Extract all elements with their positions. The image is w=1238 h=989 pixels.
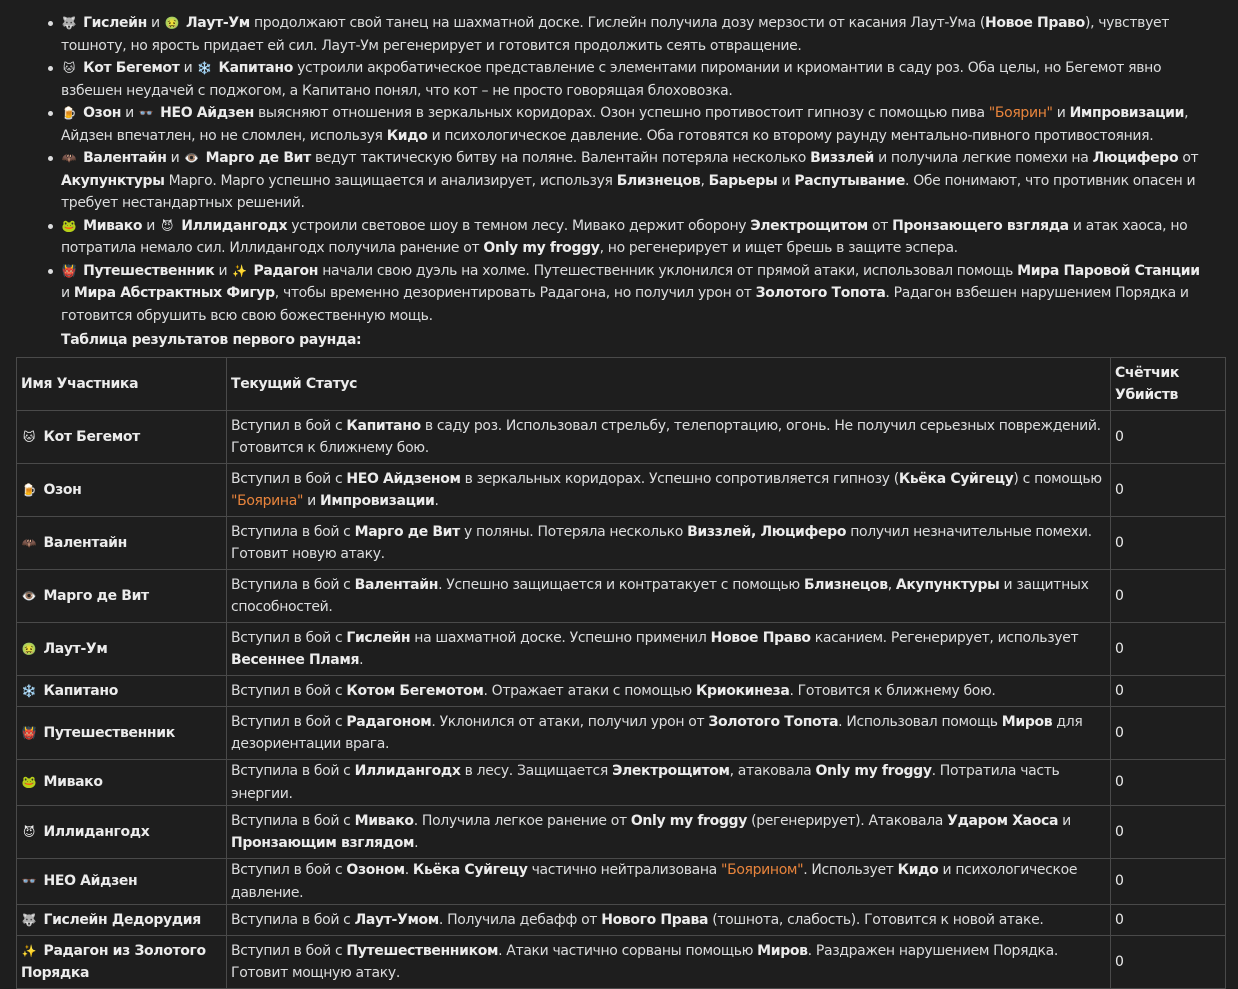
- text-fragment: . Получила легкое ранение от: [413, 812, 631, 829]
- bold-text: Радагон: [253, 262, 319, 279]
- bold-text: Нового Права: [601, 911, 709, 928]
- bold-text: Капитано: [346, 417, 421, 434]
- bold-text: Ударом Хаоса: [947, 812, 1059, 829]
- event-item: [61, 215, 1211, 260]
- kill-count-cell: 0: [1111, 859, 1226, 905]
- text-fragment: касанием. Регенерирует, использует: [810, 629, 1079, 646]
- glasses-icon: 👓: [21, 874, 37, 889]
- text-fragment: .: [404, 862, 413, 878]
- cat-icon: 🐱: [22, 429, 36, 444]
- status-cell: [227, 570, 1111, 623]
- table-row: [17, 905, 1226, 936]
- text-fragment: получил незначительные помехи. Готовит новую атаку.: [231, 523, 1092, 562]
- highlight-text: "Боярина": [231, 493, 304, 509]
- glasses-icon: 👓: [138, 106, 154, 120]
- participant-name-cell: [17, 936, 227, 989]
- text-fragment: в зеркальных коридорах. Успешно сопротивляется гипнозу (: [460, 470, 899, 487]
- status-cell: [227, 859, 1111, 905]
- table-caption: Таблица результатов первого раунда:: [61, 332, 362, 348]
- text-fragment: Вступил в бой с: [231, 942, 347, 959]
- text-fragment: .: [414, 835, 419, 851]
- text-fragment: (тошнота, слабость). Готовится к новой атаке.: [708, 911, 1044, 928]
- status-cell: [227, 411, 1111, 464]
- text-fragment: . Атаки частично сорваны помощью: [498, 942, 758, 959]
- status-cell: [227, 464, 1111, 517]
- cat-icon: 🐱: [62, 61, 76, 75]
- text-fragment: , чтобы временно дезориентировать Радагона, но получил урон от: [274, 285, 756, 301]
- table-row: [17, 760, 1226, 806]
- bold-text: Золотого Топота: [708, 713, 839, 730]
- text-fragment: и: [303, 493, 320, 509]
- bold-text: Новое Право: [710, 629, 811, 646]
- text-fragment: Вступил в бой с: [231, 470, 347, 487]
- text-fragment: ведут тактическую битву на поляне. Валентайн потеряла несколько: [310, 150, 811, 166]
- status-cell: [227, 905, 1111, 936]
- bold-text: Мира Абстрактных Фигур: [73, 285, 275, 301]
- status-cell: [227, 517, 1111, 570]
- header-status: Текущий Статус: [227, 358, 1111, 411]
- text-fragment: и психологическое давление. Оба готовятся ко второму раунду ментально-пивного противостояния.: [427, 127, 1154, 144]
- text-fragment: . Отражает атаки с помощью: [483, 682, 696, 699]
- text-fragment: . Обе понимают, что противник опасен и требует нестандартных решений.: [61, 172, 1196, 211]
- participant-name-cell: [17, 676, 227, 707]
- snowflake-icon: ❄️: [197, 61, 212, 75]
- status-cell: [227, 623, 1111, 676]
- participant-name-cell: [17, 905, 227, 936]
- text-fragment: и: [1052, 105, 1070, 121]
- bold-text: Пронзающего взгляда: [892, 217, 1069, 234]
- bold-text: Весеннее Пламя: [231, 652, 360, 668]
- table-row: [17, 806, 1226, 859]
- nauseated-face-icon: 🤢: [164, 16, 180, 30]
- bold-text: Виззлей, Люциферо: [687, 523, 847, 540]
- participant-name: Капитано: [43, 682, 118, 699]
- participant-name-cell: [17, 464, 227, 517]
- bold-text: НЕО Айдзен: [160, 105, 254, 121]
- text-fragment: (регенерирует). Атаковала: [747, 812, 948, 829]
- bold-text: НЕО Айдзеном: [346, 470, 461, 487]
- sparkles-icon: ✨: [21, 943, 37, 958]
- text-fragment: продолжают свой танец на шахматной доске. Гислейн получила дозу мерзости от касания Лаут-Ума (: [249, 15, 985, 31]
- text-fragment: и: [777, 172, 795, 189]
- table-row: [17, 707, 1226, 760]
- bold-text: Кидо: [386, 127, 428, 144]
- event-list: [0, 12, 1211, 327]
- bold-text: Новое Право: [984, 15, 1085, 31]
- text-fragment: и психологическое давление.: [231, 862, 1078, 901]
- text-fragment: . Уклонился от атаки, получил урон от: [431, 713, 709, 730]
- header-kills: Счётчик Убийств: [1111, 358, 1226, 411]
- text-fragment: Марго. Марго успешно защищается и анализирует, используя: [164, 172, 617, 189]
- kill-count-cell: 0: [1111, 905, 1226, 936]
- kill-count-cell: 0: [1111, 570, 1226, 623]
- bold-text: Близнецов: [616, 172, 701, 189]
- kill-count-cell: 0: [1111, 936, 1226, 989]
- text-fragment: Вступила в бой с: [231, 911, 355, 928]
- text-fragment: и защитных способностей.: [231, 576, 1089, 615]
- bold-text: Мивако: [354, 812, 414, 829]
- event-item: [61, 12, 1211, 57]
- participant-name: Марго де Вит: [43, 587, 149, 604]
- bold-text: Валентайн: [354, 576, 439, 593]
- bold-text: Путешественник: [83, 262, 215, 279]
- text-fragment: и получила легкие помехи на: [873, 150, 1093, 166]
- bold-text: Кьёка Суйгецу: [412, 862, 528, 878]
- text-fragment: от: [867, 217, 893, 234]
- participant-name-cell: [17, 570, 227, 623]
- bold-text: Близнецов: [803, 576, 888, 593]
- text-fragment: начали свою дуэль на холме. Путешественник уклонился от прямой атаки, использовал помощь: [318, 262, 1018, 279]
- text-fragment: . Потратила часть энергии.: [231, 763, 1060, 802]
- bold-text: Импровизации: [1069, 105, 1185, 121]
- bat-icon: 🦇: [61, 151, 77, 165]
- text-fragment: частично нейтрализована: [527, 862, 721, 878]
- bold-text: Акупунктуры: [61, 172, 165, 189]
- participant-name: Кот Бегемот: [43, 428, 140, 445]
- bold-text: Золотого Топота: [755, 285, 886, 301]
- text-fragment: ,: [887, 576, 896, 593]
- bold-text: Валентайн: [83, 150, 167, 166]
- text-fragment: . Получила дебафф от: [438, 911, 602, 928]
- nauseated-face-icon: 🤢: [21, 641, 37, 656]
- kill-count-cell: 0: [1111, 411, 1226, 464]
- participant-name-cell: [17, 623, 227, 676]
- text-fragment: . Радагон взбешен нарушением Порядка и готовится обрушить всю свою божественную мощь.: [61, 285, 1189, 324]
- participant-name-cell: [17, 859, 227, 905]
- event-item: [61, 260, 1211, 328]
- participant-name-cell: [17, 760, 227, 806]
- bold-text: Мира Паровой Станции: [1017, 262, 1200, 279]
- bold-text: Only my froggy: [483, 240, 600, 256]
- participant-name-cell: [17, 707, 227, 760]
- table-header-row: [17, 358, 1226, 411]
- bold-text: Миров: [757, 942, 808, 959]
- bold-text: Озон: [83, 105, 122, 121]
- kill-count-cell: 0: [1111, 517, 1226, 570]
- text-fragment: и: [166, 150, 184, 166]
- bold-text: Иллидангодх: [354, 763, 461, 779]
- text-fragment: устроили световое шоу в темном лесу. Мивако держит оборону: [287, 217, 751, 234]
- kill-count-cell: 0: [1111, 623, 1226, 676]
- text-fragment: Вступил в бой с: [231, 629, 347, 646]
- text-fragment: и атак хаоса, но потратила немало сил. Иллидангодх получила ранение от: [61, 217, 1188, 256]
- text-fragment: . Раздражен нарушением Порядка. Готовит мощную атаку.: [231, 942, 1058, 981]
- table-body: [17, 411, 1226, 989]
- table-row: [17, 411, 1226, 464]
- text-fragment: и: [146, 15, 164, 31]
- text-fragment: в саду роз. Использовал стрельбу, телепортацию, огонь. Не получил серьезных повреждений. Готовится к ближнему бою.: [231, 417, 1101, 456]
- table-row: [17, 623, 1226, 676]
- sparkles-icon: ✨: [232, 263, 247, 278]
- text-fragment: устроили акробатическое представление с элементами пиромании и криомантии в саду роз. Оба целы, но Бегемот явно взбешен неудачей с поджогом, а Капитано понял, что кот – не просто говорящая блоховозка.: [61, 60, 1162, 99]
- text-fragment: Вступил в бой с: [231, 862, 347, 878]
- bold-text: Пронзающим взглядом: [231, 835, 415, 851]
- wolf-icon: 🐺: [21, 912, 37, 927]
- kill-count-cell: 0: [1111, 806, 1226, 859]
- highlight-text: "Боярином": [720, 862, 804, 878]
- bold-text: Марго де Вит: [205, 150, 311, 166]
- text-fragment: выясняют отношения в зеркальных коридорах. Озон успешно противостоит гипнозу с помощью пива: [253, 105, 989, 121]
- highlight-text: "Боярин": [988, 105, 1053, 121]
- status-cell: [227, 760, 1111, 806]
- event-item: [61, 57, 1211, 102]
- text-fragment: и: [142, 217, 160, 234]
- participant-name: Радагон из Золотого Порядка: [21, 942, 206, 981]
- bold-text: Гислейн: [346, 629, 411, 646]
- text-fragment: и: [1058, 812, 1071, 829]
- bold-text: Миров: [1001, 713, 1053, 730]
- text-fragment: и: [214, 262, 232, 279]
- participant-name-cell: [17, 806, 227, 859]
- bold-text: Акупунктуры: [895, 576, 1000, 593]
- status-cell: [227, 936, 1111, 989]
- text-fragment: ,: [700, 172, 709, 189]
- text-fragment: и: [179, 60, 197, 76]
- text-fragment: . Готовится к ближнему бою.: [789, 682, 996, 699]
- text-fragment: .: [359, 652, 364, 668]
- participant-name-cell: [17, 411, 227, 464]
- table-row: [17, 859, 1226, 905]
- bold-text: Кьёка Суйгецу: [898, 470, 1014, 487]
- text-fragment: Вступил в бой с: [231, 417, 347, 434]
- bold-text: Only my froggy: [630, 812, 747, 829]
- text-fragment: , но регенерирует и ищет брешь в защите эспера.: [599, 240, 958, 256]
- bold-text: Электрощитом: [612, 763, 730, 779]
- bold-text: Озоном: [346, 862, 405, 878]
- text-fragment: , Айдзен впечатлен, но не сломлен, используя: [61, 105, 1189, 144]
- text-fragment: Вступил в бой с: [231, 713, 347, 730]
- bold-text: Only my froggy: [815, 763, 932, 779]
- snowflake-icon: ❄️: [21, 683, 37, 698]
- participant-name: Валентайн: [43, 534, 127, 551]
- status-cell: [227, 676, 1111, 707]
- bold-text: Лаут-Ум: [185, 15, 250, 31]
- bold-text: Распутывание: [794, 172, 906, 189]
- table-row: [17, 676, 1226, 707]
- participant-name: Озон: [43, 481, 82, 498]
- text-fragment: и: [61, 285, 74, 301]
- participant-name: Гислейн Дедорудия: [43, 911, 201, 928]
- participant-name: Мивако: [43, 774, 103, 791]
- participant-name: НЕО Айдзен: [43, 873, 138, 890]
- bold-text: Виззлей: [810, 150, 874, 166]
- bold-text: Люциферо: [1092, 150, 1179, 166]
- text-fragment: Вступила в бой с: [231, 576, 355, 593]
- text-fragment: .: [434, 493, 439, 509]
- status-cell: [227, 707, 1111, 760]
- bold-text: Барьеры: [708, 172, 778, 189]
- eye-icon: 👁️: [21, 588, 37, 603]
- text-fragment: Вступила в бой с: [231, 812, 355, 829]
- bat-icon: 🦇: [21, 535, 37, 550]
- bold-text: Капитано: [218, 60, 293, 76]
- bold-text: Кот Бегемот: [83, 60, 180, 76]
- text-fragment: от: [1178, 150, 1199, 166]
- bold-text: Гислейн: [83, 15, 147, 31]
- table-row: [17, 570, 1226, 623]
- beer-icon: 🍺: [61, 106, 77, 120]
- kill-count-cell: 0: [1111, 464, 1226, 517]
- frog-icon: 🐸: [61, 218, 77, 233]
- bold-text: Котом Бегемотом: [346, 682, 484, 699]
- devil-icon: 😈: [161, 218, 174, 233]
- mask-icon: 👹: [21, 725, 37, 740]
- bold-text: Мивако: [83, 217, 143, 234]
- kill-count-cell: 0: [1111, 676, 1226, 707]
- text-fragment: , атаковала: [729, 763, 816, 779]
- table-row: [17, 464, 1226, 517]
- text-fragment: в лесу. Защищается: [460, 763, 613, 779]
- text-fragment: и: [121, 105, 138, 121]
- status-cell: [227, 806, 1111, 859]
- table-row: [17, 517, 1226, 570]
- participant-name-cell: [17, 517, 227, 570]
- wolf-icon: 🐺: [61, 16, 77, 30]
- table-row: [17, 936, 1226, 989]
- bold-text: Иллидангодх: [181, 217, 288, 234]
- bold-text: Радагоном: [346, 713, 432, 730]
- text-fragment: ) с помощью: [1013, 470, 1102, 487]
- bold-text: Кидо: [897, 862, 939, 878]
- participant-name: Путешественник: [43, 724, 175, 741]
- event-item: [61, 102, 1211, 147]
- kill-count-cell: 0: [1111, 707, 1226, 760]
- header-name: Имя Участника: [17, 358, 227, 411]
- text-fragment: на шахматной доске. Успешно применил: [410, 629, 711, 646]
- text-fragment: у поляны. Потеряла несколько: [459, 523, 688, 540]
- frog-icon: 🐸: [21, 775, 37, 790]
- text-fragment: Вступила в бой с: [231, 523, 355, 540]
- participant-name: Лаут-Ум: [43, 640, 108, 657]
- beer-icon: 🍺: [21, 482, 37, 497]
- bold-text: Криокинеза: [695, 682, 790, 699]
- text-fragment: . Успешно защищается и контратакует с помощью: [438, 576, 804, 593]
- text-fragment: ), чувствует тошноту, но ярость придает ей сил. Лаут-Ум регенерирует и готовится продолжить сеять отвращение.: [61, 15, 1170, 54]
- kill-count-cell: 0: [1111, 760, 1226, 806]
- bold-text: Импровизации: [320, 493, 435, 509]
- eye-icon: 👁️: [184, 151, 199, 165]
- bold-text: Электрощитом: [750, 217, 868, 234]
- mask-icon: 👹: [61, 263, 77, 278]
- devil-icon: 😈: [22, 824, 36, 839]
- event-item: [61, 147, 1211, 215]
- bold-text: Путешественником: [346, 942, 499, 959]
- bold-text: Марго де Вит: [354, 523, 460, 540]
- results-table: [16, 357, 1226, 989]
- text-fragment: Вступил в бой с: [231, 682, 347, 699]
- participant-name: Иллидангодх: [43, 823, 150, 840]
- text-fragment: Вступила в бой с: [231, 763, 355, 779]
- text-fragment: для дезориентации врага.: [231, 713, 1083, 752]
- bold-text: Лаут-Умом: [354, 911, 439, 928]
- text-fragment: . Использует: [803, 862, 898, 878]
- text-fragment: . Использовал помощь: [838, 713, 1002, 730]
